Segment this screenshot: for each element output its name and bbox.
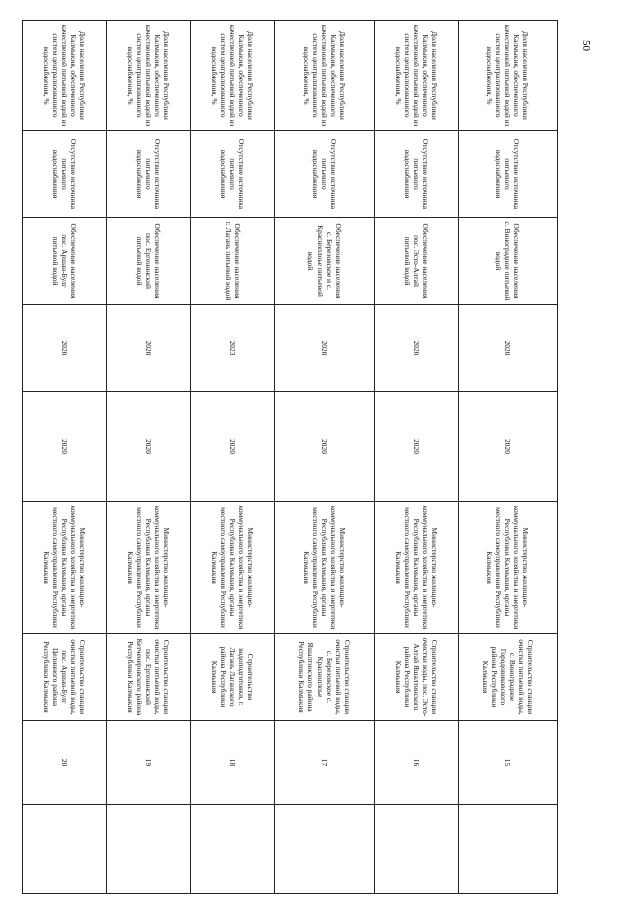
row-end-year: 2020	[107, 305, 191, 392]
row-number: 20	[23, 721, 107, 805]
row-name: Строительство станции очистки воды, пос. Эсто-Алтай Яшалтинского района Республики Калмыкия	[374, 634, 458, 721]
row-number: 19	[107, 721, 191, 805]
row-start-year: 2020	[23, 392, 107, 502]
row-indicator: Доля населения Республики Калмыкия, обеспеченного качественной питьевой водой из систем централизованного водоснабжения, %	[275, 21, 374, 131]
row-result: Обеспечение населения пос. Эсто-Алтай питьевой водой	[374, 218, 458, 305]
row-result: Обеспечение населения пос. Ергенинский питьевой водой	[107, 218, 191, 305]
row-name: Строительство станции очистки питьевой воды, пос. Ергенинский Кетченеровского района Республики Калмыкия	[107, 634, 191, 721]
row-problem: Отсутствие источника питьевого водоснабжения	[275, 131, 374, 218]
row-end-year: 2020	[275, 305, 374, 392]
row-executor: Министерство жилищно-коммунального хозяйства и энергетики Республики Калмыкия, органы местного самоуправления Республики Калмыкия	[107, 502, 191, 634]
row-name: Строительство водоподготовки, г. Лагань Лаганского района Республики Калмыкия	[191, 634, 275, 721]
row-problem: Отсутствие источника питьевого водоснабжения	[107, 131, 191, 218]
row-result: Обеспечение населения пос. Аршан-Булг питьевой водой	[23, 218, 107, 305]
table-row	[191, 21, 275, 894]
table-row	[374, 21, 458, 894]
row-problem: Отсутствие источника питьевого водоснабжения	[23, 131, 107, 218]
row-executor: Министерство жилищно-коммунального хозяйства и энергетики Республики Калмыкия, органы местного самоуправления Республики Калмыкия	[23, 502, 107, 634]
row-executor: Министерство жилищно-коммунального хозяйства и энергетики Республики Калмыкия, органы местного самоуправления Республики Калмыкия	[458, 502, 557, 634]
row-result: Обеспечение населения с. Виноградное питьевой водой	[458, 218, 557, 305]
row-end-year: 2023	[191, 305, 275, 392]
row-indicator: Доля населения Республики Калмыкия, обеспеченного качественной питьевой водой из систем централизованного водоснабжения, %	[458, 21, 557, 131]
row-number: 18	[191, 721, 275, 805]
row-executor: Министерство жилищно-коммунального хозяйства и энергетики Республики Калмыкия, органы местного самоуправления Республики Калмыкия	[275, 502, 374, 634]
table-row	[458, 21, 557, 894]
row-problem: Отсутствие источника питьевого водоснабжения	[458, 131, 557, 218]
row-problem: Отсутствие источника питьевого водоснабжения	[374, 131, 458, 218]
row-spacer-cell	[191, 805, 275, 894]
row-number: 17	[275, 721, 374, 805]
table-row	[23, 21, 107, 894]
row-start-year: 2020	[107, 392, 191, 502]
row-problem: Отсутствие источника питьевого водоснабжения	[191, 131, 275, 218]
table-row	[107, 21, 191, 894]
row-spacer-cell	[107, 805, 191, 894]
row-spacer-cell	[23, 805, 107, 894]
row-spacer-cell	[374, 805, 458, 894]
rotated-page	[22, 20, 558, 883]
row-name: Строительство станции очистки питьевой воды, с. Березовское с. Красноплоье Яшалтинского района Республики Калмыкия	[275, 634, 374, 721]
row-number: 15	[458, 721, 557, 805]
row-result: Обеспечение населения с. Березовское и с. Красноплоье питьевой водой	[275, 218, 374, 305]
row-number: 16	[374, 721, 458, 805]
row-start-year: 2020	[374, 392, 458, 502]
row-result: Обеспечение населения г. Лагань питьевой водой	[191, 218, 275, 305]
row-name: Строительство станции очистки питьевой воды, пос. Аршан-Булг Целинного района Республики Калмыкия	[23, 634, 107, 721]
row-indicator: Доля населения Республики Калмыкия, обеспеченного качественной питьевой водой из систем централизованного водоснабжения, %	[107, 21, 191, 131]
row-indicator: Доля населения Республики Калмыкия, обеспеченного качественной питьевой водой из систем централизованного водоснабжения, %	[23, 21, 107, 131]
row-name: Строительство станции очистки питьевой воды, с. Виноградное Городовиковского района Республики Калмыкия	[458, 634, 557, 721]
row-end-year: 2020	[458, 305, 557, 392]
row-indicator: Доля населения Республики Калмыкия, обеспеченного качественной питьевой водой из систем централизованного водоснабжения, %	[191, 21, 275, 131]
row-indicator: Доля населения Республики Калмыкия, обеспеченного качественной питьевой водой из систем централизованного водоснабжения, %	[374, 21, 458, 131]
row-spacer-cell	[275, 805, 374, 894]
table-row	[275, 21, 374, 894]
page-number: 50	[580, 40, 592, 51]
row-start-year: 2020	[458, 392, 557, 502]
row-start-year: 2020	[191, 392, 275, 502]
row-executor: Министерство жилищно-коммунального хозяйства и энергетики Республики Калмыкия, органы местного самоуправления Республики Калмыкия	[191, 502, 275, 634]
row-executor: Министерство жилищно-коммунального хозяйства и энергетики Республики Калмыкия, органы местного самоуправления Республики Калмыкия	[374, 502, 458, 634]
row-start-year: 2020	[275, 392, 374, 502]
row-end-year: 2020	[374, 305, 458, 392]
row-spacer-cell	[458, 805, 557, 894]
measures-table	[22, 20, 558, 894]
row-end-year: 2020	[23, 305, 107, 392]
